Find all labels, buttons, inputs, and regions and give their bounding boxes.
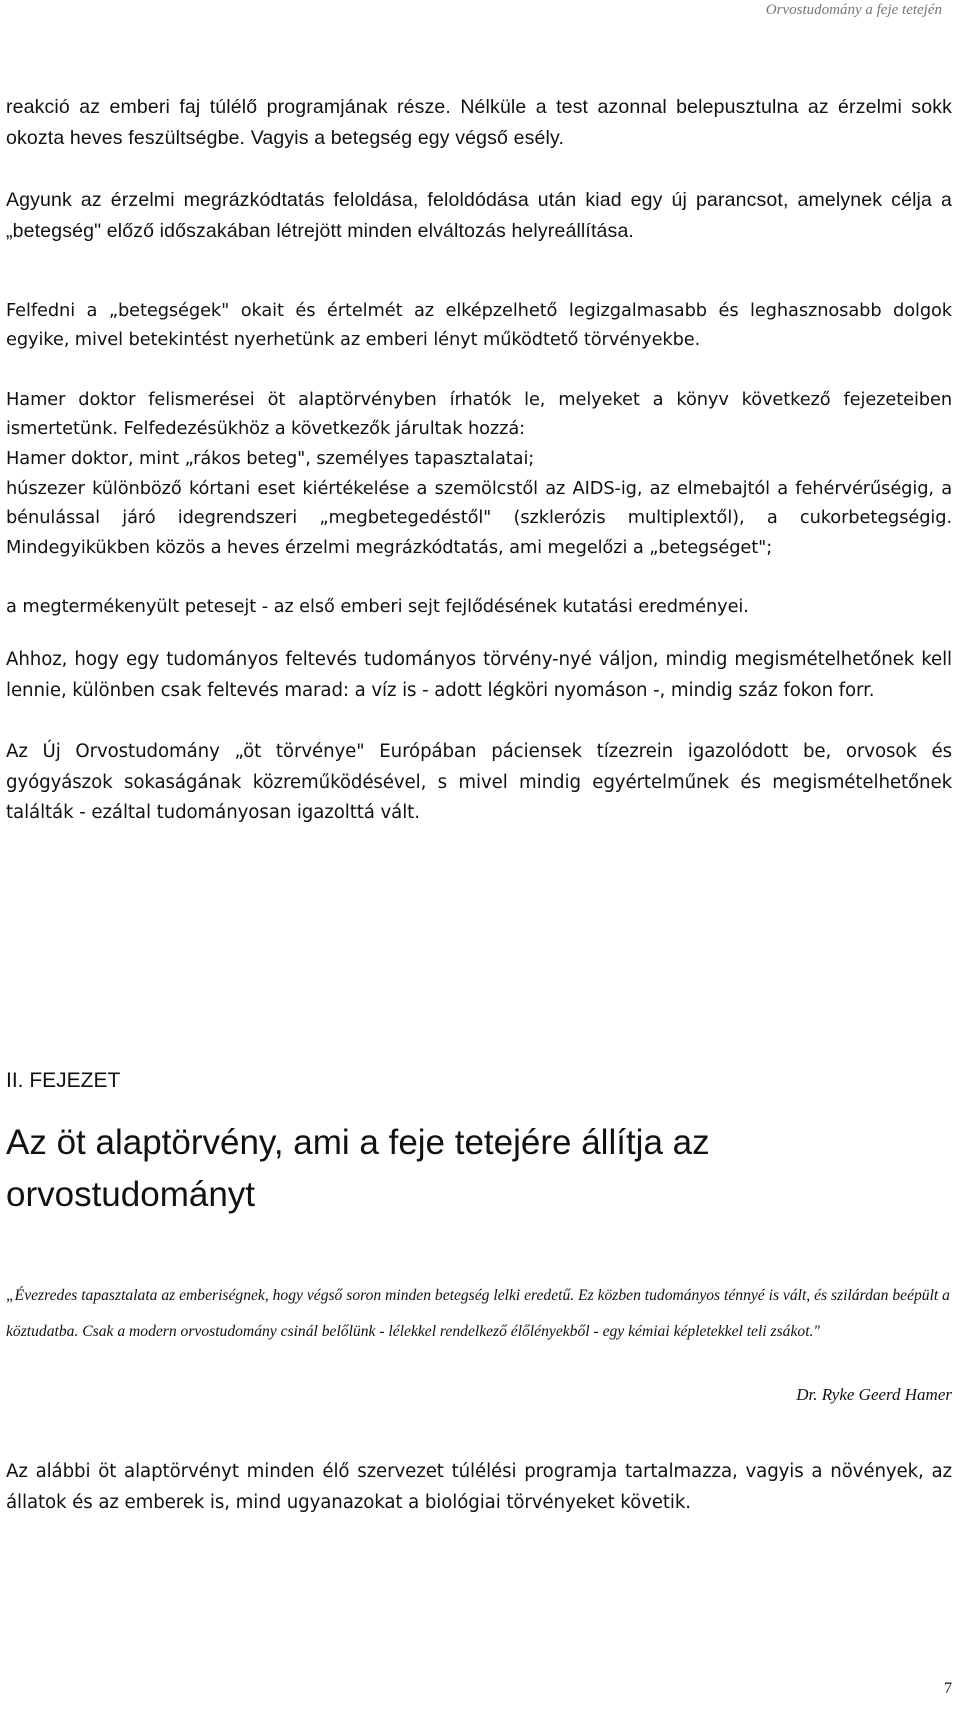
epigraph-quote: „Évezredes tapasztalata az emberiségnek, hogy végső soron minden betegség lelki eredetű. Ez közben tudományos ténnyé is vált, és szilárdan beépült a köztudatba. Csak a modern orvostudomány csinál belőlünk - lélekkel rendelkező élőlényekből - egy kémiai képletekkel teli zsákot."	[6, 1287, 950, 1340]
epigraph-author: Dr. Ryke Geerd Hamer	[796, 1385, 952, 1404]
paragraph-new-medicine-laws: Az Új Orvostudomány „öt törvénye" Európában páciensek tízezrein igazolódott be, orvosok és gyógyászok sokaságának közreműködésével, s mivel mindig egyértelműnek és megismételhetőnek találták - ezáltal tudományosan igazolttá vált.	[6, 741, 952, 823]
paragraph-scientific-law: Ahhoz, hogy egy tudományos feltevés tudományos törvény-nyé váljon, mindig megismételhetőnek kell lennie, különben csak feltevés marad: a víz is - adott légköri nyomáson -, mindig száz fokon forr.	[6, 649, 952, 701]
paragraph-personal-experience: Hamer doktor, mint „rákos beteg", személyes tapasztalatai;	[6, 448, 535, 469]
page-number: 7	[944, 1680, 952, 1697]
paragraph-all-organisms: Az alábbi öt alaptörvényt minden élő szervezet túlélési programja tartalmazza, vagyis a növények, az állatok és az emberek is, mind ugyanazokat a biológiai törvényeket követik.	[6, 1461, 952, 1513]
chapter-title: Az öt alaptörvény, ami a feje tetejére állítja az orvostudományt	[6, 1123, 710, 1214]
running-header: Orvostudomány a feje tetején	[765, 2, 942, 18]
chapter-label: II. FEJEZET	[6, 1069, 121, 1092]
paragraph-survival-program: reakció az emberi faj túlélő programjának része. Nélküle a test azonnal belepusztulna az érzelmi sokk okozta heves feszültségbe. Vagyis a betegség egy végső esély.	[6, 96, 952, 149]
paragraph-reveal-causes: Felfedni a „betegségek" okait és értelmét az elképzelhető legizgalmasabb és leghasznosabb dolgok egyike, mivel betekintést nyerhetünk az emberi lényt működtető törvényekbe.	[6, 300, 952, 351]
paragraph-egg-cell-research: a megtermékenyült petesejt - az első emberi sejt fejlődésének kutatási eredményei.	[6, 596, 749, 617]
paragraph-five-laws: Hamer doktor felismerései öt alaptörvényben írhatók le, melyeket a könyv következő fejezeteiben ismertetünk. Felfedezésükhöz a következők járultak hozzá:	[6, 389, 952, 440]
paragraph-twenty-thousand-cases: húszezer különböző kórtani eset kiértékelése a szemölcstől az AIDS-ig, az elmebajtól a fehérvérűségig, a bénulással járó idegrendszeri „megbetegedéstől" (szklerózis multiplextől), a cukorbetegségig. Mindegyikükben közös a heves érzelmi megrázkódtatás, ami megelőzi a „betegséget";	[6, 478, 952, 558]
paragraph-brain-command: Agyunk az érzelmi megrázkódtatás feloldása, feloldódása után kiad egy új parancsot, amelynek célja a „betegség" előző időszakában létrejött minden elváltozás helyreállítása.	[6, 189, 952, 242]
